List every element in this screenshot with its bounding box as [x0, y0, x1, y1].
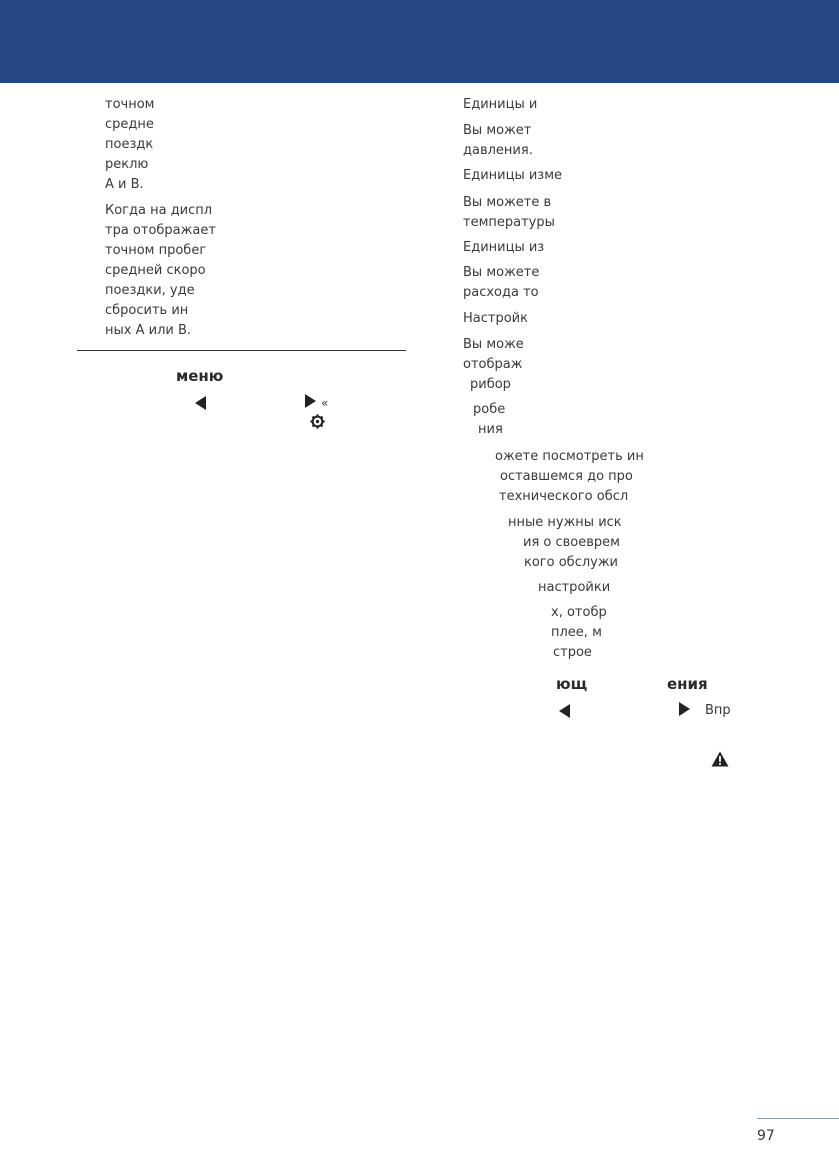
page-number: 97 [757, 1128, 775, 1144]
units-pressure-title: Единицы и [463, 97, 538, 112]
gear-icon [310, 414, 325, 429]
settings-line1: Вы може [463, 337, 524, 352]
left-p1-line3: поездк [105, 137, 154, 152]
left-p1-line2: средне [105, 117, 154, 132]
service2-line1: нные нужны иск [508, 515, 622, 530]
units-pressure-line2: давления. [463, 143, 533, 158]
left-p2-line1: Когда на диспл [105, 203, 213, 218]
left-divider [77, 350, 406, 351]
arrow-right-icon [304, 394, 318, 408]
settings2-line3: строе [553, 645, 592, 660]
service2-line3: кого обслужи [524, 555, 619, 570]
service2-line2: ия о своеврем [523, 535, 620, 550]
warning-icon [711, 751, 729, 767]
units-pressure-line1: Вы может [463, 123, 532, 138]
settings-line2: отображ [463, 357, 523, 372]
footer-rule [757, 1118, 839, 1119]
arrow-left-icon-right [558, 704, 572, 718]
left-p2-line4: средней скоро [105, 263, 206, 278]
units-temp-line2: температуры [463, 215, 555, 230]
settings-line3: рибор [470, 377, 511, 392]
units-temp-title: Единицы изме [463, 168, 563, 183]
settings2-title: настройки [538, 580, 611, 595]
left-p1-line4: реклю [105, 157, 149, 172]
header-band [0, 0, 839, 83]
service-title-line1: робе [473, 402, 506, 417]
units-fuel-line2: расхода то [463, 285, 539, 300]
left-p2-line7: ных А или В. [105, 323, 192, 338]
quote-mark: « [321, 396, 329, 410]
service-title-line2: ния [478, 422, 503, 437]
left-p2-line2: тра отображает [105, 223, 216, 238]
left-p2-line6: сбросить ин [105, 303, 189, 318]
settings2-line1: х, отобр [551, 605, 607, 620]
left-p2-line5: поездки, уде [105, 283, 195, 298]
settings2-line2: плее, м [551, 625, 602, 640]
units-fuel-title: Единицы из [463, 240, 545, 255]
arrow-right-icon-right [678, 702, 692, 716]
settings-title: Настройк [463, 311, 528, 326]
section-heading-part2: ения [667, 675, 708, 693]
warning-label: Впр [705, 703, 731, 718]
units-temp-line1: Вы можете в [463, 195, 552, 210]
service-line2: оставшемся до про [500, 469, 633, 484]
service-line1: ожете посмотреть ин [495, 449, 644, 464]
arrow-left-icon [194, 396, 208, 410]
service-line3: технического обсл [499, 489, 629, 504]
left-p1-line1: точном [105, 97, 155, 112]
menu-heading: меню [176, 367, 224, 385]
left-p1-line5: А и В. [105, 177, 144, 192]
units-fuel-line1: Вы можете [463, 265, 540, 280]
left-p2-line3: точном пробег [105, 243, 207, 258]
section-heading-part1: ющ [556, 675, 588, 693]
